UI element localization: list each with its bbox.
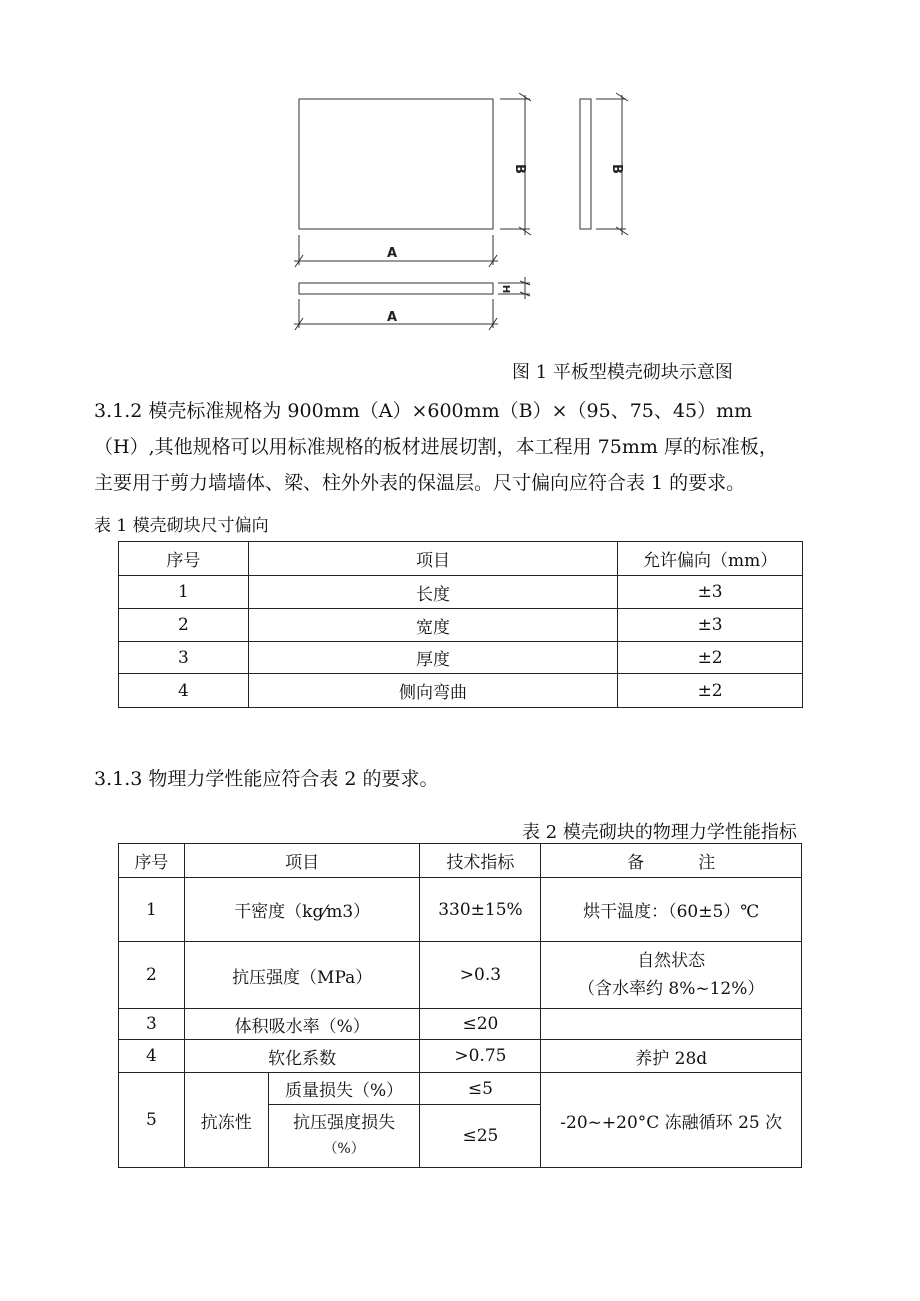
block-diagram xyxy=(280,85,640,335)
table-row xyxy=(119,576,803,609)
section-312-line1: 3.1.2 模壳标准规格为 900mm（A）×600mm（B）×（95、75、45）mm xyxy=(94,400,753,422)
top-view-panel xyxy=(299,283,493,294)
side-view-panel xyxy=(580,99,591,229)
dim-label-b-side: B xyxy=(609,164,624,174)
section-312-line2: （H）,其他规格可以用标准规格的板材进展切割，本工程用 75mm 厚的标准板， xyxy=(94,436,778,458)
header-no: 序号 xyxy=(119,844,185,878)
table-row xyxy=(119,674,803,708)
row-value: 330±15% xyxy=(420,878,541,942)
row-no: 3 xyxy=(119,1009,185,1040)
row-item: 侧向弯曲 xyxy=(248,674,617,708)
row-item: 软化系数 xyxy=(184,1040,420,1073)
header-item: 项目 xyxy=(184,844,420,878)
row-item: 干密度（kg⁄m3） xyxy=(184,878,420,942)
tolerance-table xyxy=(118,541,803,708)
row-no: 4 xyxy=(119,1040,185,1073)
table2-caption: 表 2 模壳砌块的物理力学性能指标 xyxy=(522,822,797,843)
row-no: 4 xyxy=(119,674,249,708)
row-note xyxy=(541,942,802,1009)
row-no: 2 xyxy=(119,609,249,642)
row-tolerance: ±3 xyxy=(618,609,803,642)
table-row xyxy=(119,942,802,1009)
subitem-line-2: （%） xyxy=(323,1141,365,1157)
row-no: 2 xyxy=(119,942,185,1009)
section-312-line3: 主要用于剪力墙墙体、梁、柱外外表的保温层。尺寸偏向应符合表 1 的要求。 xyxy=(94,472,746,494)
row-tolerance: ±2 xyxy=(618,674,803,708)
properties-table xyxy=(118,843,802,1168)
row-value: ≤20 xyxy=(420,1009,541,1040)
section-313-text: 3.1.3 物理力学性能应符合表 2 的要求。 xyxy=(94,768,439,790)
dim-label-a-bottom: A xyxy=(386,310,398,325)
row-item: 宽度 xyxy=(248,609,617,642)
row-note: 烘干温度：（60±5）℃ xyxy=(541,878,802,942)
header-note: 备 注 xyxy=(541,844,802,878)
table-row xyxy=(119,1040,802,1073)
note-line-1: 自然状态 xyxy=(637,951,706,971)
dim-label-h: H xyxy=(500,284,511,294)
front-view-panel xyxy=(299,99,493,229)
row-subitem: 质量损失（%） xyxy=(268,1073,420,1105)
table-header-row xyxy=(119,542,803,576)
row-subitem xyxy=(268,1105,420,1168)
figure-caption: 图 1 平板型模壳砌块示意图 xyxy=(512,362,733,383)
table-row xyxy=(119,1009,802,1040)
row-value: ≤5 xyxy=(420,1073,541,1105)
row-value: >0.75 xyxy=(420,1040,541,1073)
row-no: 3 xyxy=(119,642,249,674)
row-item: 体积吸水率（%） xyxy=(184,1009,420,1040)
header-value: 技术指标 xyxy=(420,844,541,878)
row-no: 5 xyxy=(119,1073,185,1168)
row-no: 1 xyxy=(119,878,185,942)
header-no: 序号 xyxy=(119,542,249,576)
row-note: -20~+20°C 冻融循环 25 次 xyxy=(541,1073,802,1168)
row-note: 养护 28d xyxy=(541,1040,802,1073)
header-tolerance: 允许偏向（mm） xyxy=(618,542,803,576)
row-item: 厚度 xyxy=(248,642,617,674)
note-line-2: （含水率约 8%~12%） xyxy=(577,979,765,999)
row-tolerance: ±3 xyxy=(618,576,803,609)
row-value: ≤25 xyxy=(420,1105,541,1168)
row-item: 抗压强度（MPa） xyxy=(184,942,420,1009)
row-tolerance: ±2 xyxy=(618,642,803,674)
row-group: 抗冻性 xyxy=(184,1073,268,1168)
table1-caption: 表 1 模壳砌块尺寸偏向 xyxy=(94,516,269,536)
row-item: 长度 xyxy=(248,576,617,609)
table-row xyxy=(119,878,802,942)
row-no: 1 xyxy=(119,576,249,609)
row-note xyxy=(541,1009,802,1040)
table-header-row xyxy=(119,844,802,878)
header-item: 项目 xyxy=(248,542,617,576)
table-row xyxy=(119,1073,802,1105)
table-row xyxy=(119,642,803,674)
row-value: >0.3 xyxy=(420,942,541,1009)
dim-label-a-top: A xyxy=(386,246,398,261)
dim-label-b-front: B xyxy=(512,164,527,174)
subitem-line-1: 抗压强度损失 xyxy=(293,1113,396,1133)
table-row xyxy=(119,609,803,642)
